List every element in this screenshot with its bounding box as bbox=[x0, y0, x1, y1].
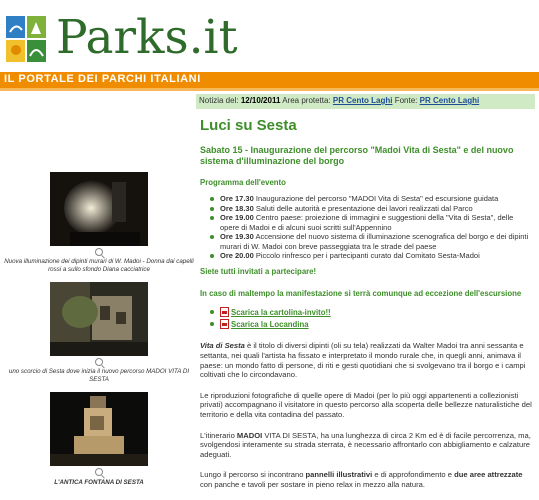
paragraph-lead: Vita di Sesta bbox=[200, 341, 245, 351]
download-list bbox=[210, 307, 532, 330]
program-time: Ore 18.30 bbox=[220, 203, 254, 213]
program-text: Piccolo rinfresco per i partecipanti curato dal Comitato Sesta-Madoi bbox=[255, 251, 480, 261]
program-time: Ore 20.00 bbox=[220, 251, 254, 261]
photo-sesta-view[interactable] bbox=[50, 282, 148, 356]
program-heading: Programma dell'evento bbox=[200, 178, 286, 187]
program-item bbox=[210, 204, 532, 213]
article-paragraph bbox=[200, 470, 532, 489]
invite-text: Siete tutti invitati a partecipare! bbox=[200, 267, 317, 277]
program-text: Accensione del nuovo sistema di illuminazione scenografica del borgo e dei dipinti murari di W. Madoi con breve passeggiata tra le strade del paese bbox=[220, 232, 529, 251]
program-text: Centro paese: proiezione di immagini e suggestioni della "Vita di Sesta", delle opere di Madoi e di alcuni suoi scritti sull'Appennino bbox=[220, 213, 514, 232]
program-time: Ore 17.30 bbox=[220, 194, 254, 203]
program-item bbox=[210, 213, 532, 231]
program-text: Inaugurazione del percorso "MADOI Vita di Sesta" ed escursione guidata bbox=[255, 194, 499, 203]
paragraph-text: VITA DI SESTA, ha una lunghezza di circa 2 Km ed è di facile percorrenza, ma, svolgendosi interamente su strada sterrata, è necessario affrontarlo con abbigliamento e calzature adeguati. bbox=[200, 430, 531, 459]
download-item bbox=[210, 319, 532, 331]
program-text: Saluti delle autorità e presentazione dei lavori realizzati dal Parco bbox=[255, 203, 473, 213]
site-tagline: IL PORTALE DEI PARCHI ITALIANI bbox=[4, 73, 201, 85]
program-time: Ore 19.00 bbox=[220, 213, 254, 223]
program-item bbox=[210, 232, 532, 250]
news-area-label: Area protetta: bbox=[282, 96, 331, 105]
news-area-link[interactable]: PR Cento Laghi bbox=[332, 96, 393, 105]
news-meta-bar bbox=[196, 94, 535, 109]
parks-logo-icon[interactable] bbox=[6, 16, 46, 62]
article-paragraph: Le riproduzioni fotografiche di quelle opere di Madoi (per lo più oggi appartenenti a collezionisti privati) accompagnano il visitatore in questo percorso alla scoperta delle bellezze naturalistiche del territorio e della vita contadina del passato. bbox=[200, 390, 532, 419]
article-paragraph bbox=[200, 431, 532, 460]
article bbox=[200, 115, 532, 490]
article-title: Luci su Sesta bbox=[200, 117, 297, 134]
tagline-bar bbox=[0, 72, 539, 88]
program-time: Ore 19.30 bbox=[220, 232, 254, 242]
header-divider bbox=[0, 88, 539, 91]
site-logo-text[interactable]: Parks.it bbox=[56, 10, 238, 65]
zoom-icon[interactable] bbox=[95, 468, 103, 476]
pdf-icon bbox=[220, 319, 229, 329]
download-poster-link[interactable]: Scarica la Locandina bbox=[231, 319, 309, 329]
download-item bbox=[210, 307, 532, 319]
pdf-icon bbox=[220, 307, 229, 317]
photo-antica-fontana[interactable] bbox=[50, 392, 148, 466]
photo-caption: uno scorcio di Sesta dove inizia il nuovo percorso MADOI VITA DI SESTA bbox=[8, 368, 190, 383]
article-paragraph bbox=[200, 341, 532, 379]
paragraph-text: è il titolo di diversi dipinti (oli su tela) realizzati da Walter Madoi tra anni sessanta e settanta, nei quali l'artista ha fissato e interpretato il mondo rurale che, in quegli anni, animava il paese: un mondo fatto di persone, di riti e gesti quotidiani che si svolgevano tra il borgo e i campi coltivati che lo circondavano. bbox=[200, 341, 526, 380]
paragraph-text: con panche e tavoli per sostare in pieno relax in mezzo alla natura. bbox=[200, 479, 425, 489]
paragraph-bold: due aree attrezzate bbox=[454, 470, 523, 480]
paragraph-bold: MADOI bbox=[236, 430, 263, 440]
paragraph-text: L'itinerario bbox=[200, 430, 237, 440]
paragraph-text: e di approfondimento e bbox=[372, 470, 455, 480]
news-source-link[interactable]: PR Cento Laghi bbox=[419, 96, 480, 105]
paragraph-bold: pannelli illustrativi bbox=[305, 470, 373, 480]
maltempo-note: In caso di maltempo la manifestazione si terrà comunque ad eccezione dell'escursione bbox=[200, 289, 522, 299]
program-item bbox=[210, 194, 532, 203]
download-invite-link[interactable]: Scarica la cartolina-invito!! bbox=[231, 308, 331, 318]
photo-caption: Nuova illuminazione dei dipinti murari di W. Madoi - Donna dai capelli rossi a sullo sfondo Diana cacciatrice bbox=[4, 258, 194, 273]
photo-mural-illumination[interactable] bbox=[50, 172, 148, 246]
paragraph-text: Lungo il percorso si incontrano bbox=[200, 470, 306, 480]
news-date-label: Notizia del: bbox=[199, 96, 239, 105]
article-subtitle: Sabato 15 - Inaugurazione del percorso "Madoi Vita di Sesta" e del nuovo sistema d'illuminazione del borgo bbox=[200, 145, 514, 166]
zoom-icon[interactable] bbox=[95, 248, 103, 256]
zoom-icon[interactable] bbox=[95, 358, 103, 366]
program-list bbox=[210, 194, 532, 260]
program-item bbox=[210, 251, 532, 260]
news-source-label: Fonte: bbox=[394, 96, 418, 105]
news-date: 12/10/2011 bbox=[240, 96, 281, 105]
photo-caption: L'ANTICA FONTANA DI SESTA bbox=[54, 479, 144, 486]
site-header bbox=[0, 0, 539, 90]
